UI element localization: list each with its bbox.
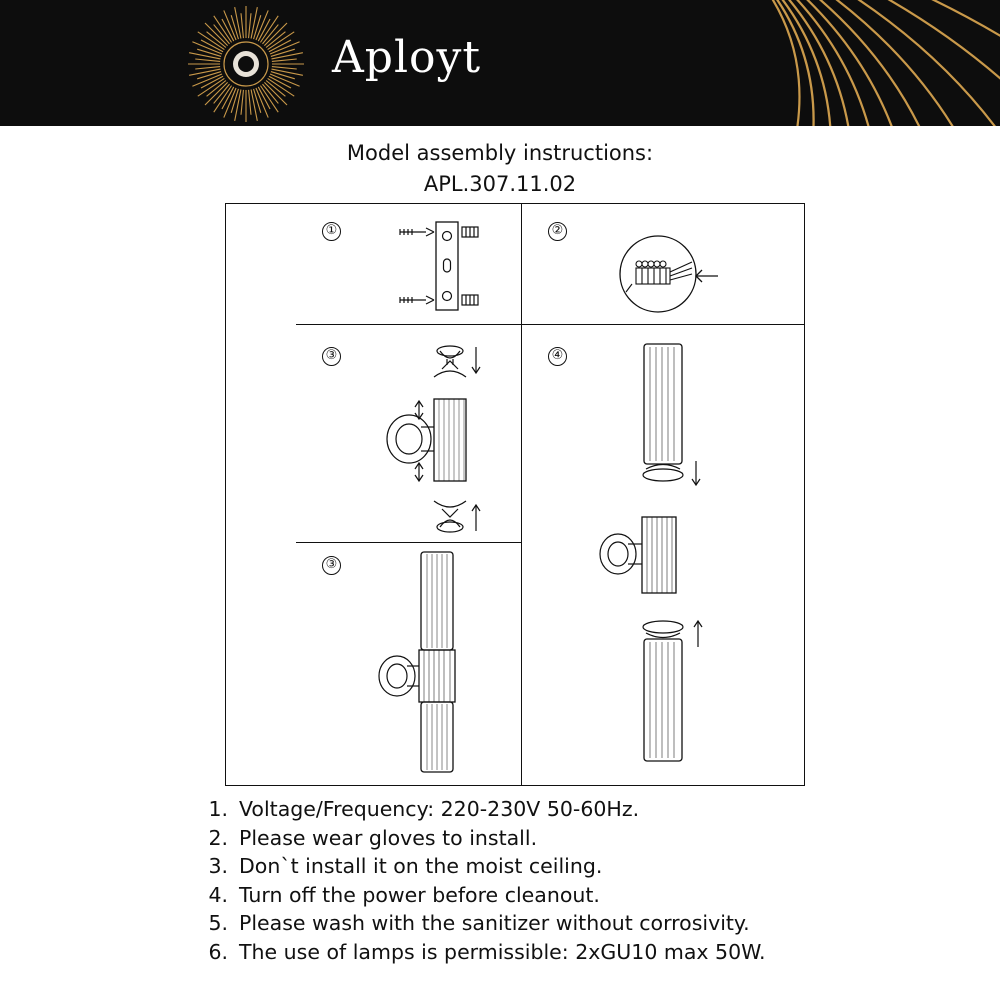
title-line-2: APL.307.11.02 — [423, 172, 577, 196]
notes-list — [198, 795, 898, 966]
step-number-3: ③ — [322, 347, 341, 366]
wiring-terminal-illustration — [596, 232, 751, 317]
note-number: 5. — [208, 911, 228, 935]
mounting-bracket-illustration — [386, 214, 506, 319]
diffuser-install-illustration — [586, 339, 771, 769]
note-item — [198, 938, 898, 967]
note-number: 6. — [208, 939, 228, 964]
note-number: 2. — [208, 825, 228, 850]
diagram-vertical-divider — [521, 204, 522, 785]
note-text: Please wear gloves to install. — [239, 825, 538, 850]
note-text: Turn off the power before cleanout. — [239, 882, 600, 907]
title-line-1: Model assembly instructions: — [346, 141, 654, 165]
note-item — [198, 852, 898, 881]
brand-header — [0, 0, 1000, 126]
lamp-install-illustration — [314, 339, 519, 539]
step-number-1: ① — [322, 222, 341, 241]
step-number-4: ④ — [548, 347, 567, 366]
note-number: 3. — [208, 854, 228, 878]
page-title — [0, 138, 1000, 200]
note-text: The use of lamps is permissible: 2xGU10 max 50W. — [239, 939, 766, 964]
sunburst-logo-icon — [186, 4, 306, 124]
note-item — [198, 824, 898, 853]
note-item — [198, 881, 898, 910]
assembly-diagram — [225, 203, 805, 786]
step-number-2: ② — [548, 222, 567, 241]
diagram-horizontal-divider-top — [296, 324, 804, 325]
assembled-fixture-illustration — [371, 544, 511, 779]
fan-rays-decor-icon — [620, 0, 1000, 126]
note-text: Voltage/Frequency: 220-230V 50-60Hz. — [239, 797, 640, 821]
note-number: 1. — [208, 797, 228, 821]
note-item — [198, 909, 898, 938]
brand-name: Aployt — [332, 32, 482, 83]
note-text: Don`t install it on the moist ceiling. — [239, 854, 603, 878]
note-text: Please wash with the sanitizer without corrosivity. — [239, 911, 750, 935]
note-item — [198, 795, 898, 824]
step-number-5: ③ — [322, 556, 341, 575]
note-number: 4. — [208, 882, 228, 907]
